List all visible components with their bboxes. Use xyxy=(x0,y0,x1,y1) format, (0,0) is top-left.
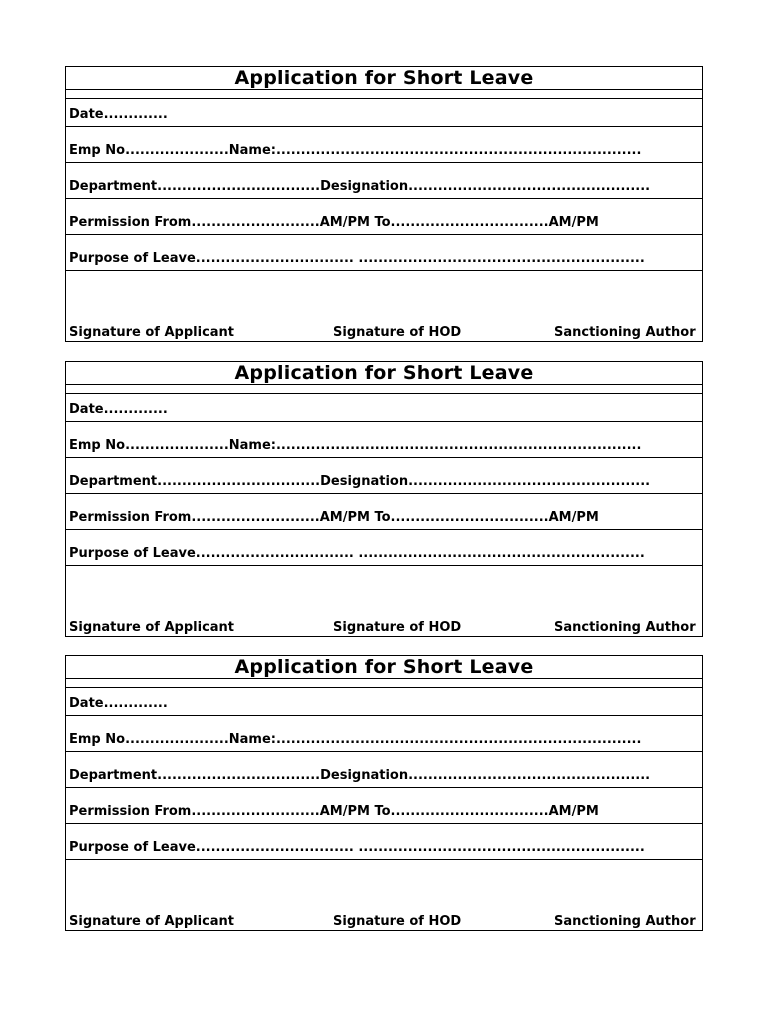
department-designation-row xyxy=(66,163,702,199)
department-designation-row xyxy=(66,458,702,494)
signature-hod-label: Signature of HOD xyxy=(333,914,462,929)
divider-row xyxy=(66,679,702,688)
emp-name-row xyxy=(66,127,702,163)
short-leave-form xyxy=(65,655,703,931)
department-designation-field: Department.................................Designation................................................. xyxy=(69,179,651,194)
purpose-field: Purpose of Leave................................ .......................................................... xyxy=(69,840,645,855)
form-title: Application for Short Leave xyxy=(66,656,702,679)
department-designation-field: Department.................................Designation................................................. xyxy=(69,768,651,783)
department-designation-row xyxy=(66,752,702,788)
date-field: Date............. xyxy=(69,402,168,417)
signature-hod-label: Signature of HOD xyxy=(333,620,462,635)
emp-name-field: Emp No.....................Name:.......................................................................... xyxy=(69,732,642,747)
purpose-row xyxy=(66,530,702,566)
permission-row xyxy=(66,494,702,530)
sanctioning-authority-label: Sanctioning Author xyxy=(554,620,696,635)
signature-applicant-label: Signature of Applicant xyxy=(69,620,235,635)
purpose-row xyxy=(66,235,702,271)
date-row xyxy=(66,688,702,716)
permission-field: Permission From..........................AM/PM To................................AM/PM xyxy=(69,215,599,230)
signature-applicant-label: Signature of Applicant xyxy=(69,325,235,340)
signature-row xyxy=(66,860,702,930)
divider-row xyxy=(66,90,702,99)
form-title: Application for Short Leave xyxy=(66,67,702,90)
date-row xyxy=(66,394,702,422)
department-designation-field: Department.................................Designation................................................. xyxy=(69,474,651,489)
signature-applicant-label: Signature of Applicant xyxy=(69,914,235,929)
signature-hod-label: Signature of HOD xyxy=(333,325,462,340)
permission-row xyxy=(66,199,702,235)
sanctioning-authority-label: Sanctioning Author xyxy=(554,325,696,340)
emp-name-row xyxy=(66,716,702,752)
signature-row xyxy=(66,566,702,636)
date-field: Date............. xyxy=(69,696,168,711)
date-row xyxy=(66,99,702,127)
short-leave-form xyxy=(65,66,703,342)
form-title: Application for Short Leave xyxy=(66,362,702,385)
permission-field: Permission From..........................AM/PM To................................AM/PM xyxy=(69,804,599,819)
emp-name-field: Emp No.....................Name:.......................................................................... xyxy=(69,438,642,453)
sanctioning-authority-label: Sanctioning Author xyxy=(554,914,696,929)
purpose-row xyxy=(66,824,702,860)
date-field: Date............. xyxy=(69,107,168,122)
emp-name-row xyxy=(66,422,702,458)
purpose-field: Purpose of Leave................................ .......................................................... xyxy=(69,546,645,561)
purpose-field: Purpose of Leave................................ .......................................................... xyxy=(69,251,645,266)
permission-field: Permission From..........................AM/PM To................................AM/PM xyxy=(69,510,599,525)
signature-row xyxy=(66,271,702,341)
emp-name-field: Emp No.....................Name:.......................................................................... xyxy=(69,143,642,158)
permission-row xyxy=(66,788,702,824)
divider-row xyxy=(66,385,702,394)
short-leave-form xyxy=(65,361,703,637)
